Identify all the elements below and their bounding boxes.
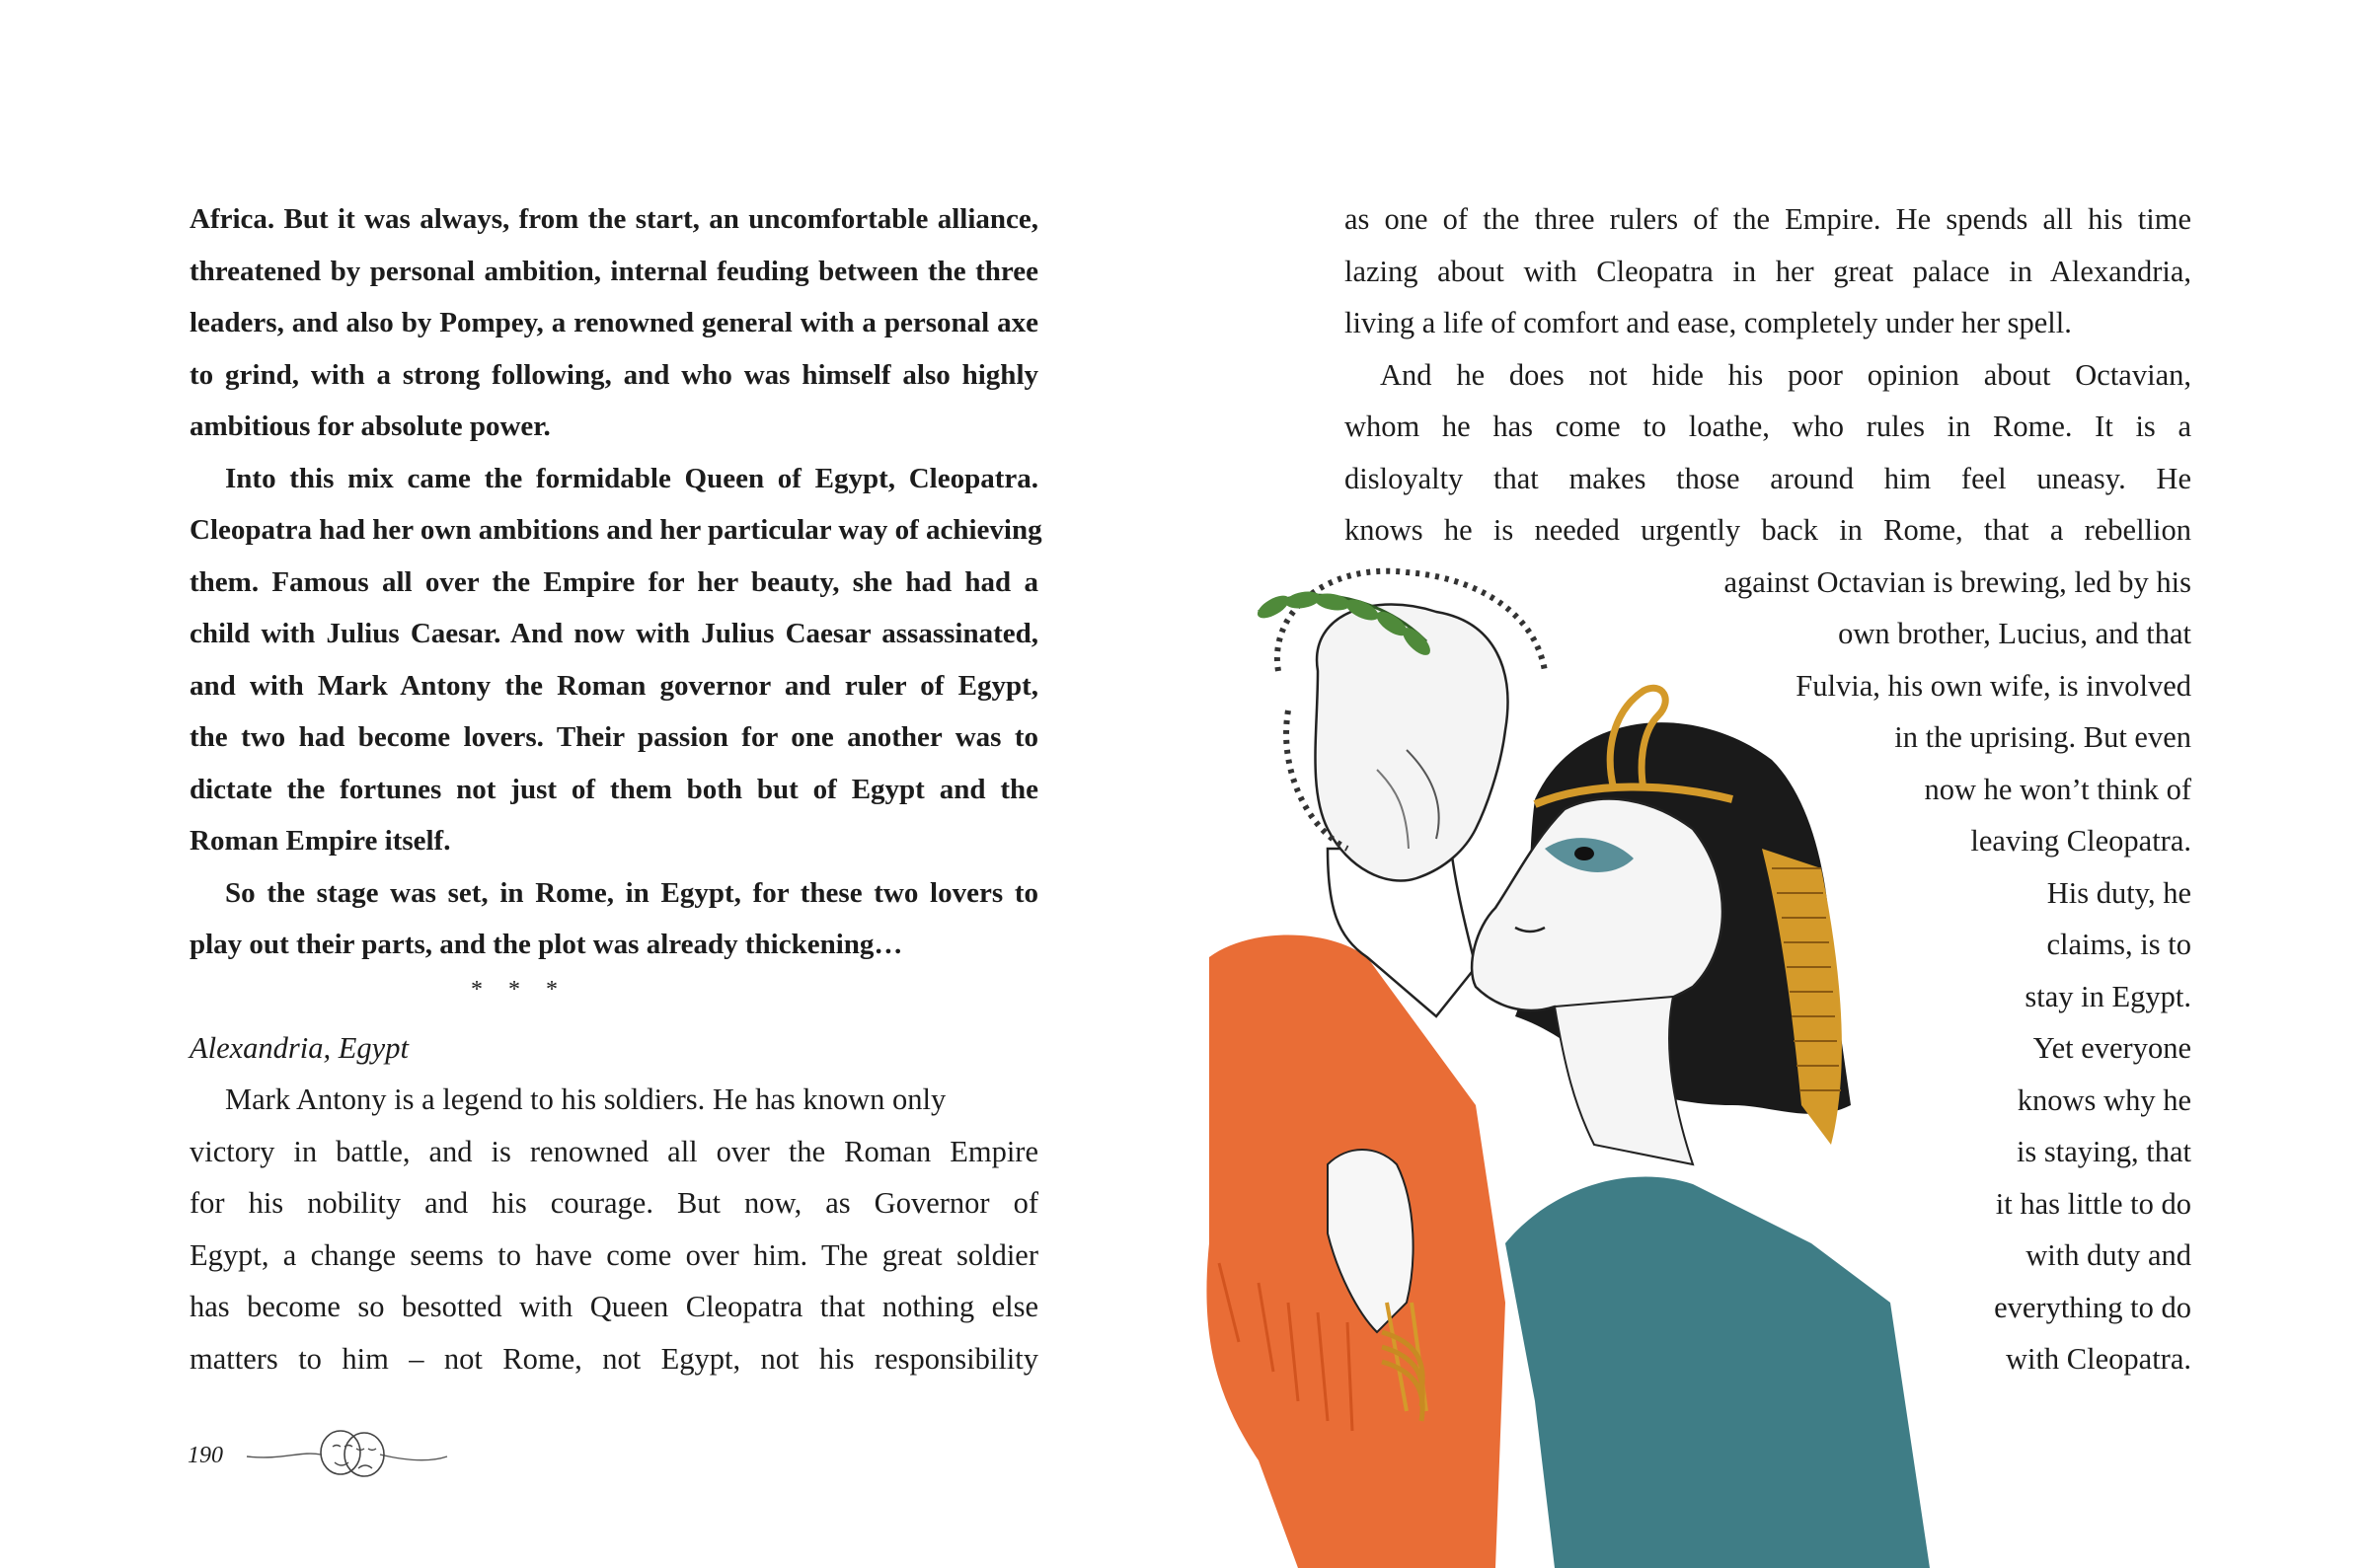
text-line: Africa. But it was always, from the start, an uncomfortable alliance, bbox=[190, 203, 1038, 235]
text-line: with Cleopatra. bbox=[2005, 1342, 2191, 1376]
section-heading: Alexandria, Egypt bbox=[190, 1031, 409, 1065]
text-line: in the uprising. But even bbox=[1894, 720, 2191, 754]
text-line: everything to do bbox=[1994, 1290, 2191, 1324]
text-line: has become so besotted with Queen Cleopatra that nothing else bbox=[190, 1290, 1038, 1323]
section-divider: * * * bbox=[471, 977, 568, 1003]
text-line: now he won’t think of bbox=[1924, 772, 2191, 806]
text-line: is staying, that bbox=[2016, 1135, 2191, 1168]
text-line: to grind, with a strong following, and who was himself also highly bbox=[190, 358, 1038, 391]
text-line: Into this mix came the formidable Queen of Egypt, Cleopatra. bbox=[225, 462, 1038, 494]
text-line: play out their parts, and the plot was already thickening… bbox=[190, 929, 903, 960]
text-line: whom he has come to loathe, who rules in Rome. It is a bbox=[1344, 410, 2191, 443]
text-line: it has little to do bbox=[1995, 1186, 2191, 1221]
text-line: And he does not hide his poor opinion about Octavian, bbox=[1380, 357, 2191, 392]
text-line: for his nobility and his courage. But now, as Governor of bbox=[190, 1186, 1038, 1220]
text-line: child with Julius Caesar. And now with Julius Caesar assassinated, bbox=[190, 618, 1038, 649]
text-line: knows why he bbox=[2017, 1083, 2191, 1117]
text-line: leaving Cleopatra. bbox=[1970, 824, 2191, 858]
text-line: as one of the three rulers of the Empire. He spends all his time bbox=[1344, 202, 2191, 236]
text-line: against Octavian is brewing, led by his bbox=[1723, 564, 2191, 599]
left-page bbox=[0, 0, 1184, 1568]
text-line: His duty, he bbox=[2046, 875, 2191, 910]
text-line: them. Famous all over the Empire for her beauty, she had had a bbox=[190, 565, 1038, 598]
text-line: Egypt, a change seems to have come over him. The great soldier bbox=[190, 1237, 1038, 1272]
text-line: threatened by personal ambition, internal feuding between the three bbox=[190, 255, 1038, 287]
text-line: stay in Egypt. bbox=[2025, 979, 2191, 1013]
text-line: ambitious for absolute power. bbox=[190, 411, 551, 442]
text-line: Roman Empire itself. bbox=[190, 825, 451, 857]
text-line: So the stage was set, in Rome, in Egypt, for these two lovers to bbox=[225, 876, 1038, 909]
text-line: knows he is needed urgently back in Rome, that a rebellion bbox=[1344, 513, 2191, 547]
text-line: own brother, Lucius, and that bbox=[1838, 617, 2191, 650]
text-line: with duty and bbox=[2025, 1238, 2191, 1272]
right-page bbox=[1184, 0, 2369, 1568]
text-line: claims, is to bbox=[2046, 928, 2191, 961]
text-line: lazing about with Cleopatra in her great palace in Alexandria, bbox=[1344, 254, 2191, 288]
text-line: and with Mark Antony the Roman governor and ruler of Egypt, bbox=[190, 669, 1038, 702]
text-line: Fulvia, his own wife, is involved bbox=[1796, 668, 2191, 703]
text-line: Yet everyone bbox=[2032, 1031, 2191, 1065]
theatre-masks-icon bbox=[242, 1421, 449, 1480]
text-line: victory in battle, and is renowned all over the Roman Empire bbox=[190, 1134, 1038, 1168]
text-line: matters to him – not Rome, not Egypt, not his responsibility bbox=[190, 1341, 1038, 1376]
text-line: Cleopatra had her own ambitions and her particular way of achieving bbox=[190, 514, 1042, 546]
text-line: Mark Antony is a legend to his soldiers. He has known only bbox=[225, 1083, 947, 1116]
text-line: leaders, and also by Pompey, a renowned general with a personal axe bbox=[190, 307, 1038, 338]
text-line: dictate the fortunes not just of them both but of Egypt and the bbox=[190, 773, 1038, 805]
text-line: living a life of comfort and ease, completely under her spell. bbox=[1344, 306, 2072, 339]
text-line: the two had become lovers. Their passion for one another was to bbox=[190, 721, 1038, 753]
page-number: 190 bbox=[188, 1443, 223, 1468]
text-line: disloyalty that makes those around him feel uneasy. He bbox=[1344, 461, 2191, 495]
